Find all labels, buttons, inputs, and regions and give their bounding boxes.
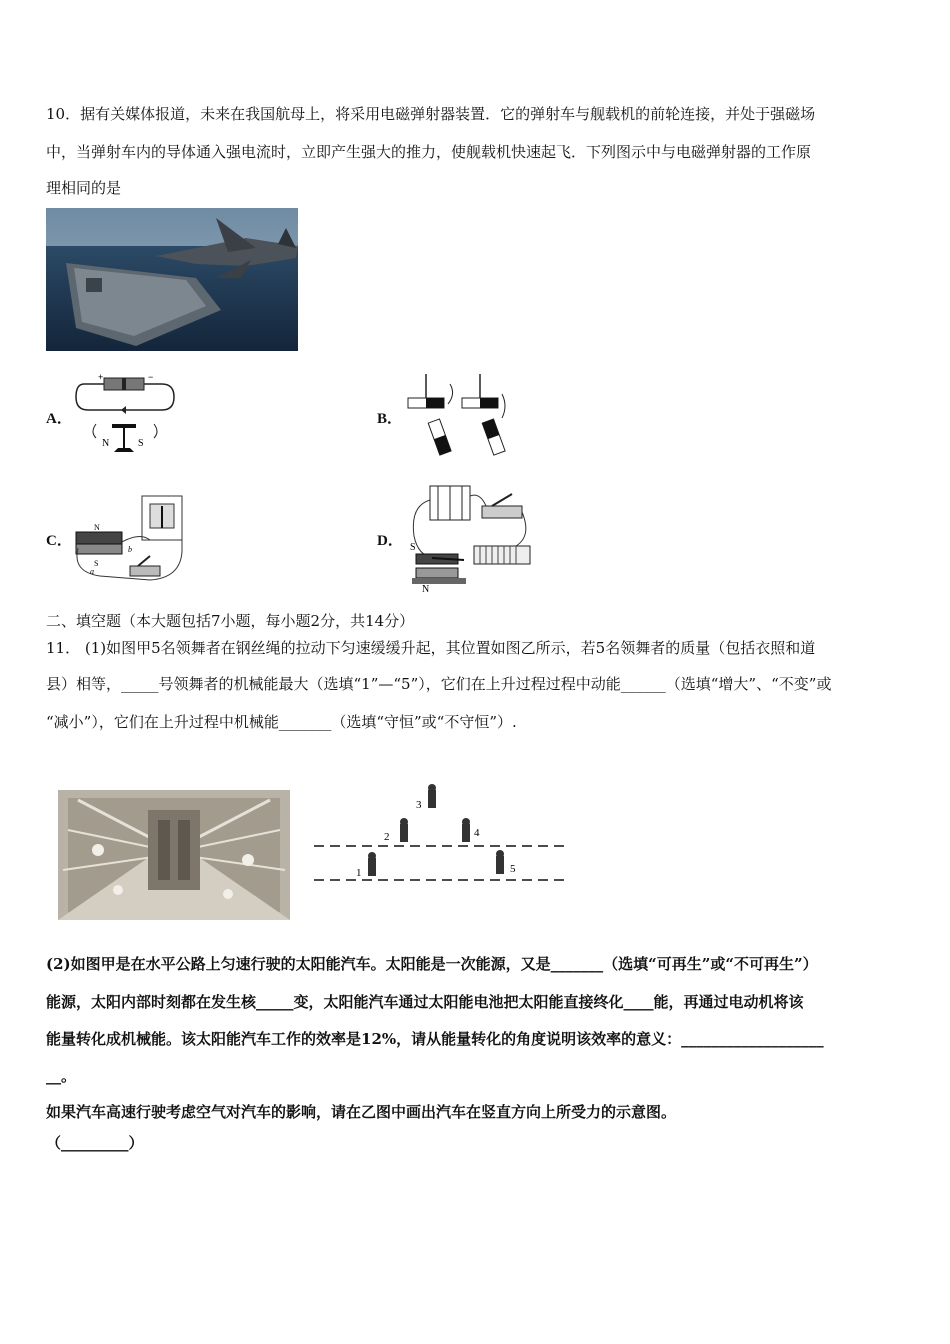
stage-dancers-photo bbox=[58, 790, 290, 920]
dancer-5-label: 5 bbox=[510, 863, 516, 875]
fig-c-b: b bbox=[128, 545, 132, 554]
fig-a-s: S bbox=[138, 438, 144, 449]
fig-c-s: S bbox=[94, 559, 99, 568]
dancer-4-figure bbox=[462, 818, 470, 842]
option-c-galvanometer-figure bbox=[70, 492, 190, 588]
dancer-1-figure bbox=[368, 852, 376, 876]
q11-part2-line-3: 能量转化成机械能。该太阳能汽车工作的效率是12%，请从能量转化的角度说明该效率的意义：___________________ bbox=[46, 1030, 824, 1048]
fig-a-plus: + bbox=[98, 372, 104, 382]
q10-line-2: 中，当弹射车内的导体通入强电流时，立即产生强大的推力，使舰载机快速起飞．下列图示中与电磁弹射器的工作原 bbox=[46, 143, 812, 161]
dancer-2-label: 2 bbox=[384, 831, 390, 843]
q11-part3-line-1: 如果汽车高速行驶考虑空气对汽车的影响，请在乙图中画出汽车在竖直方向上所受力的示意图。 bbox=[46, 1103, 677, 1121]
option-a-label: A． bbox=[46, 411, 72, 427]
fig-a-minus: − bbox=[148, 372, 154, 382]
dancer-2-figure bbox=[400, 818, 408, 842]
option-b-magnets-figure bbox=[404, 372, 514, 458]
dancer-5-figure bbox=[496, 850, 504, 874]
q11-line-2: 县）相等，_____号领舞者的机械能最大（选填“1”—“5”），它们在上升过程过程中动能______（选填“增大”、“不变”或 bbox=[46, 675, 832, 693]
dancer-3-label: 3 bbox=[416, 799, 422, 811]
q11-part2-line-4: __。 bbox=[46, 1067, 77, 1085]
q10-line-1: 10．据有关媒体报道，未来在我国航母上，将采用电磁弹射器装置．它的弹射车与舰载机的前轮连接，并处于强磁场 bbox=[46, 105, 816, 123]
carrier-jet-photo bbox=[46, 208, 298, 351]
dancer-positions-diagram bbox=[306, 776, 568, 886]
q11-part2-line-2: 能源，太阳内部时刻都在发生核_____变，太阳能汽车通过太阳能电池把太阳能直接终化____能，再通过电动机将该 bbox=[46, 993, 804, 1011]
option-b-label: B． bbox=[377, 411, 403, 427]
q11-part3-answer-blank: （_________） bbox=[46, 1134, 144, 1152]
q11-line-1: 11． (1)如图甲5名领舞者在钢丝绳的拉动下匀速缓缓升起，其位置如图乙所示，若5名领舞者的质量（包括衣照和道 bbox=[46, 639, 816, 657]
option-d-circuit-figure bbox=[404, 476, 534, 592]
section-2-title: 二、填空题（本大题包括7小题，每小题2分，共14分） bbox=[46, 612, 415, 630]
fig-d-s: S bbox=[410, 542, 416, 553]
option-d-label: D． bbox=[377, 533, 403, 549]
fig-d-n: N bbox=[422, 584, 430, 592]
dancer-4-label: 4 bbox=[474, 827, 480, 839]
q10-line-3: 理相同的是 bbox=[46, 179, 122, 197]
q11-part2-line-1: (2)如图甲是在水平公路上匀速行驶的太阳能汽车。太阳能是一次能源，又是_______（选填“可再生”或“不可再生”） bbox=[46, 955, 818, 973]
fig-c-a: a bbox=[90, 567, 94, 576]
dancer-3-figure bbox=[428, 784, 436, 808]
fig-a-n: N bbox=[102, 438, 110, 449]
option-a-compass-figure bbox=[74, 372, 178, 458]
fig-c-n: N bbox=[94, 523, 100, 532]
option-c-label: C． bbox=[46, 533, 72, 549]
q11-line-3: “减小”），它们在上升过程中机械能_______（选填“守恒”或“不守恒”）. bbox=[46, 713, 517, 731]
dancer-1-label: 1 bbox=[356, 867, 362, 879]
